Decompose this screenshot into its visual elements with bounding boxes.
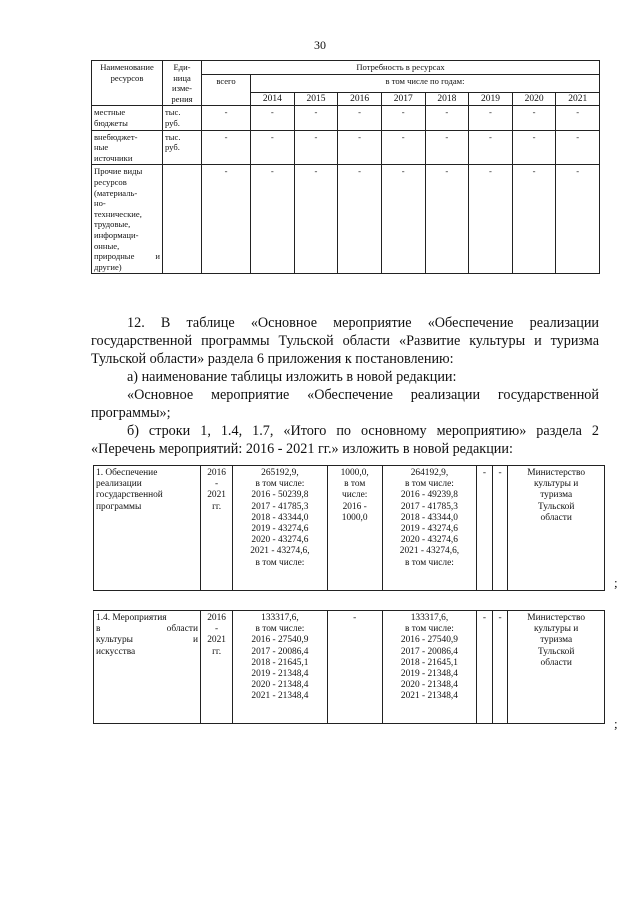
regional-funding: 264192,9, в том числе: 2016 - 49239,8 2017 - 41785,3 2018 - 43344,0 2019 - 43274,6 2020 - 43274,6 2021 - 43274,6, в том числе: (382, 466, 477, 591)
measure-name: 1. Обеспечение реализации государственной программы (94, 466, 201, 591)
table-row (92, 106, 600, 130)
value-cell: - (338, 130, 382, 165)
value-cell: - (469, 165, 513, 274)
value-cell: - (202, 106, 251, 130)
year-cell: 2016 (338, 92, 382, 106)
value-cell: - (425, 165, 469, 274)
table-row (92, 165, 600, 274)
total-funding: 133317,6, в том числе: 2016 - 27540,9 2017 - 20086,4 2018 - 21645,1 2019 - 21348,4 2020 - 21348,4 2021 - 21348,4 (233, 611, 328, 724)
value-cell: - (556, 130, 600, 165)
value-cell: - (294, 106, 338, 130)
year-cell: 2020 (512, 92, 556, 106)
value-cell: - (294, 165, 338, 274)
value-cell: - (512, 165, 556, 274)
resource-name: местные бюджеты (92, 106, 163, 130)
value-cell: - (251, 106, 295, 130)
responsible-executor: Министерство культуры и туризма Тульской области (508, 611, 605, 724)
resource-unit: тыс. руб. (163, 106, 202, 130)
year-cell: 2017 (381, 92, 425, 106)
value-cell: - (425, 106, 469, 130)
value-cell: - (381, 130, 425, 165)
value-cell: - (294, 130, 338, 165)
year-cell: 2019 (469, 92, 513, 106)
row-end-semicolon: ; (614, 575, 618, 590)
value-cell: - (469, 106, 513, 130)
value-cell: - (556, 165, 600, 274)
value-cell: - (512, 130, 556, 165)
year-cell: 2014 (251, 92, 295, 106)
year-cell: 2015 (294, 92, 338, 106)
value-cell: - (381, 106, 425, 130)
resource-unit (163, 165, 202, 274)
responsible-executor: Министерство культуры и туризма Тульской области (508, 466, 605, 591)
resource-name: Прочие виды ресурсов (материаль- но- технические, трудовые, информаци- онные, природные и другие) (92, 165, 163, 274)
extrabudget-funding: - (492, 611, 508, 724)
extrabudget-funding: - (492, 466, 508, 591)
federal-funding: 1000,0, в том числе: 2016 - 1000,0 (327, 466, 382, 591)
value-cell: - (338, 165, 382, 274)
row-end-semicolon: ; (614, 716, 618, 731)
header-need: Потребность в ресурсах (202, 61, 600, 75)
local-funding: - (477, 611, 493, 724)
header-unit: Еди- ница изме- рения (163, 61, 202, 106)
measure-name: 1.4. Мероприятия в области культуры и искусства (94, 611, 201, 724)
resource-unit: тыс. руб. (163, 130, 202, 165)
header-years-caption: в том числе по годам: (251, 74, 600, 92)
value-cell: - (251, 130, 295, 165)
paragraph-a: а) наименование таблицы изложить в новой редакции: (127, 369, 457, 385)
regional-funding: 133317,6, в том числе: 2016 - 27540,9 2017 - 20086,4 2018 - 21645,1 2019 - 21348,4 2020 - 21348,4 2021 - 21348,4 (382, 611, 477, 724)
value-cell: - (202, 165, 251, 274)
header-total: всего (202, 74, 251, 106)
value-cell: - (469, 130, 513, 165)
resources-table (91, 60, 600, 274)
table-row (94, 466, 605, 591)
value-cell: - (425, 130, 469, 165)
amendment-text (91, 314, 599, 458)
year-cell: 2018 (425, 92, 469, 106)
federal-funding: - (327, 611, 382, 724)
year-cell: 2021 (556, 92, 600, 106)
paragraph-12: 12. В таблице «Основное мероприятие «Обеспечение реализации государственной программы Тульской области «Развитие культуры и туризма Тульской области» раздела 6 приложения к постановлению: (91, 315, 599, 367)
table-row (94, 611, 605, 724)
value-cell: - (202, 130, 251, 165)
total-funding: 265192,9, в том числе: 2016 - 50239,8 2017 - 41785,3 2018 - 43344,0 2019 - 43274,6 2020 - 43274,6 2021 - 43274,6, в том числе: (233, 466, 328, 591)
header-name: Наименование ресурсов (92, 61, 163, 106)
paragraph-b: б) строки 1, 1.4, 1.7, «Итого по основному мероприятию» раздела 2 «Перечень мероприятий: 2016 - 2021 гг.» изложить в новой редакции: (91, 423, 599, 457)
value-cell: - (556, 106, 600, 130)
page-number: 30 (314, 38, 326, 52)
local-funding: - (477, 466, 493, 591)
value-cell: - (381, 165, 425, 274)
value-cell: - (251, 165, 295, 274)
paragraph-quote: «Основное мероприятие «Обеспечение реализации государственной программы»; (91, 387, 599, 421)
measure-period: 2016 - 2021 гг. (200, 611, 232, 724)
program-table-1 (93, 465, 605, 591)
resource-name: внебюджет- ные источники (92, 130, 163, 165)
table-row (92, 130, 600, 165)
measure-period: 2016 - 2021 гг. (200, 466, 232, 591)
value-cell: - (338, 106, 382, 130)
program-table-2 (93, 610, 605, 724)
value-cell: - (512, 106, 556, 130)
